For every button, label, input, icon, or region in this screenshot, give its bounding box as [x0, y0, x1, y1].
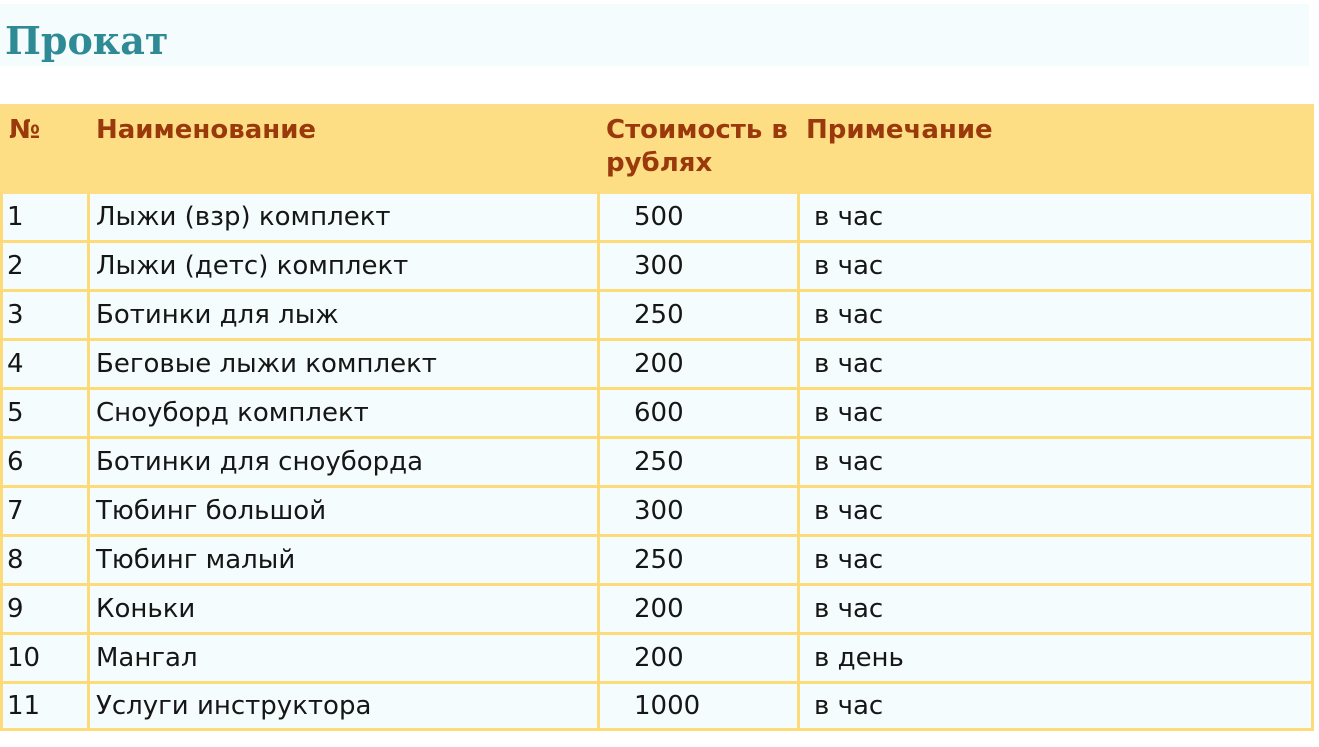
row-number: 9 — [2, 585, 89, 634]
table-row — [2, 438, 1313, 487]
row-number: 11 — [2, 683, 89, 730]
page-title: Прокат — [5, 18, 169, 63]
table-row — [2, 487, 1313, 536]
row-note: в час — [799, 585, 1313, 634]
row-cost: 250 — [599, 291, 799, 340]
table-row — [2, 683, 1313, 730]
row-cost: 250 — [599, 536, 799, 585]
row-number: 2 — [2, 242, 89, 291]
row-name: Тюбинг малый — [89, 536, 599, 585]
row-number: 3 — [2, 291, 89, 340]
rental-price-table — [0, 104, 1314, 731]
row-number: 1 — [2, 193, 89, 242]
row-note: в час — [799, 193, 1313, 242]
table-row — [2, 340, 1313, 389]
row-note: в час — [799, 291, 1313, 340]
header-number: № — [2, 106, 89, 193]
header-cost: Стоимость в рублях — [599, 106, 799, 193]
row-name: Услуги инструктора — [89, 683, 599, 730]
row-number: 10 — [2, 634, 89, 683]
row-number: 8 — [2, 536, 89, 585]
table-row — [2, 536, 1313, 585]
header-name: Наименование — [89, 106, 599, 193]
table-row — [2, 585, 1313, 634]
row-name: Лыжи (детс) комплект — [89, 242, 599, 291]
row-note: в час — [799, 536, 1313, 585]
row-cost: 1000 — [599, 683, 799, 730]
row-note: в час — [799, 389, 1313, 438]
row-number: 6 — [2, 438, 89, 487]
row-cost: 300 — [599, 242, 799, 291]
row-name: Тюбинг большой — [89, 487, 599, 536]
row-note: в час — [799, 242, 1313, 291]
row-number: 5 — [2, 389, 89, 438]
row-note: в час — [799, 487, 1313, 536]
row-cost: 600 — [599, 389, 799, 438]
row-name: Сноуборд комплект — [89, 389, 599, 438]
table-row — [2, 193, 1313, 242]
row-name: Беговые лыжи комплект — [89, 340, 599, 389]
row-note: в час — [799, 683, 1313, 730]
table-header-row — [2, 106, 1313, 193]
row-cost: 200 — [599, 634, 799, 683]
row-note: в час — [799, 340, 1313, 389]
row-note: в день — [799, 634, 1313, 683]
row-name: Ботинки для сноуборда — [89, 438, 599, 487]
row-name: Лыжи (взр) комплект — [89, 193, 599, 242]
row-name: Ботинки для лыж — [89, 291, 599, 340]
table-row — [2, 291, 1313, 340]
title-bar — [0, 4, 1309, 66]
table-row — [2, 634, 1313, 683]
row-cost: 200 — [599, 585, 799, 634]
row-name: Коньки — [89, 585, 599, 634]
table-row — [2, 389, 1313, 438]
row-cost: 500 — [599, 193, 799, 242]
row-cost: 200 — [599, 340, 799, 389]
row-number: 7 — [2, 487, 89, 536]
row-cost: 250 — [599, 438, 799, 487]
header-note: Примечание — [799, 106, 1313, 193]
row-name: Мангал — [89, 634, 599, 683]
table-row — [2, 242, 1313, 291]
row-note: в час — [799, 438, 1313, 487]
row-number: 4 — [2, 340, 89, 389]
row-cost: 300 — [599, 487, 799, 536]
